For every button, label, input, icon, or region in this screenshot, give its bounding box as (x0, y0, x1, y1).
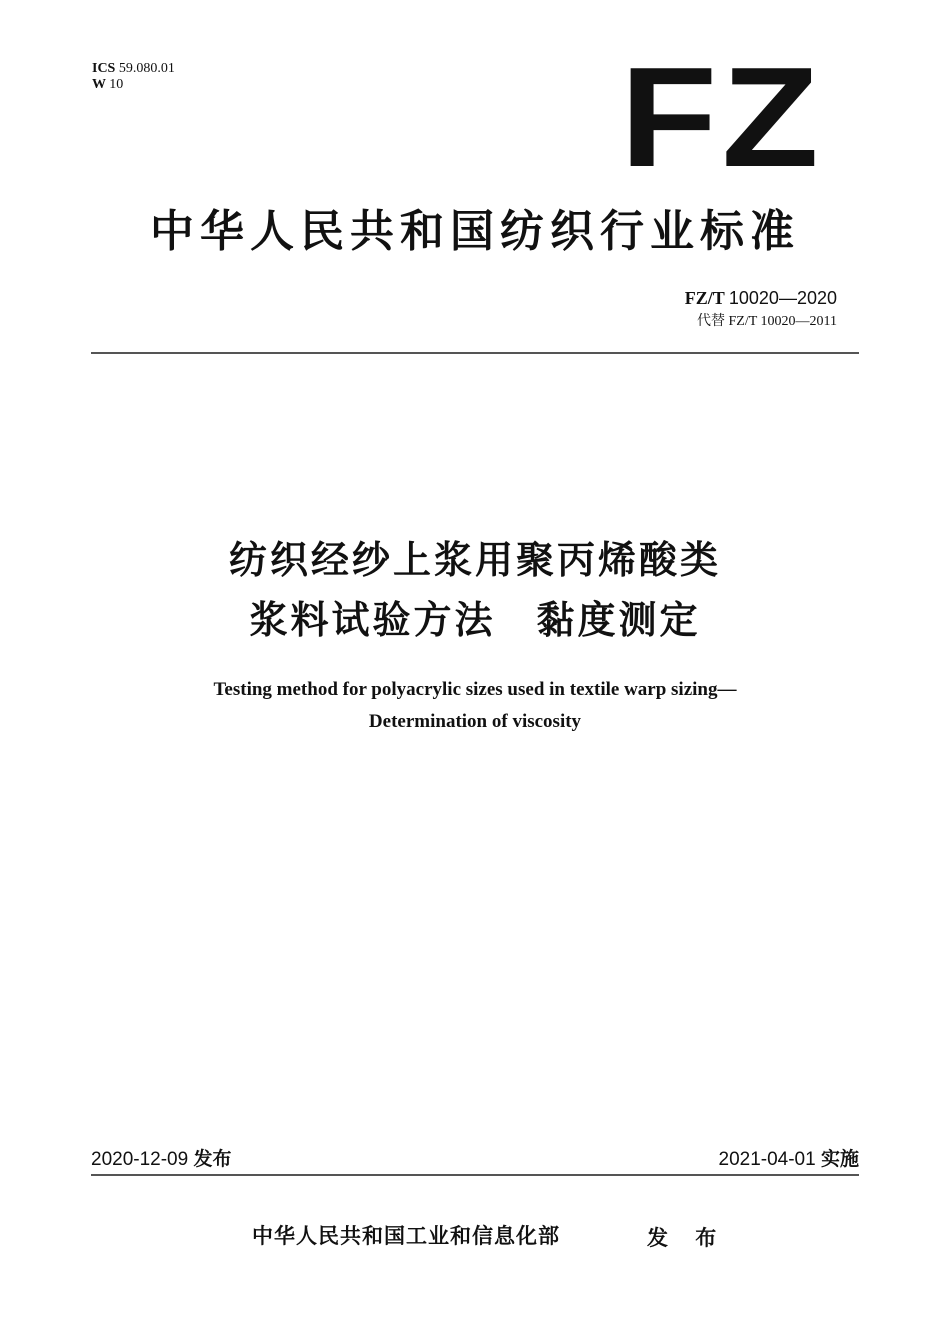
standard-number-block (685, 288, 837, 330)
chinese-title-line2: 浆料试验方法 黏度测定 (249, 598, 701, 642)
english-title-line1: Testing method for polyacrylic sizes used in textile warp sizing— (213, 679, 737, 700)
chinese-title-line1: 纺织经纱上浆用聚丙烯酸类 (228, 538, 721, 582)
w-value: 10 (109, 77, 124, 92)
implementation-date-label: 实施 (820, 1148, 859, 1170)
ics-value: 59.080.01 (118, 61, 175, 76)
issue-date-value: 2020-12-09 (91, 1149, 189, 1170)
publisher-name: 中华人民共和国工业和信息化部 (252, 1224, 560, 1248)
fz-logo: FZ (620, 38, 824, 197)
w-label: W (92, 77, 106, 92)
chinese-title (0, 530, 950, 650)
standard-code-prefix: FZ/T (684, 288, 725, 308)
ics-label: ICS (92, 61, 116, 76)
issue-date-label: 发布 (193, 1148, 232, 1170)
bottom-divider (91, 1174, 859, 1176)
implementation-date (719, 1144, 860, 1171)
top-divider (91, 352, 859, 354)
publish-label: 发 布 (647, 1226, 727, 1250)
organization-title: 中华人民共和国纺织行业标准 (150, 206, 800, 257)
english-title-line2: Determination of viscosity (368, 711, 582, 732)
standard-code (685, 288, 837, 309)
implementation-date-value: 2021-04-01 (718, 1149, 816, 1170)
english-title (0, 674, 950, 738)
issue-date (91, 1144, 232, 1171)
standard-code-number: 10020—2020 (728, 288, 837, 308)
ics-classification (92, 61, 175, 93)
replaces-standard: 代替 FZ/T 10020—2011 (696, 314, 837, 329)
w-line (92, 77, 175, 93)
ics-line (92, 61, 175, 77)
